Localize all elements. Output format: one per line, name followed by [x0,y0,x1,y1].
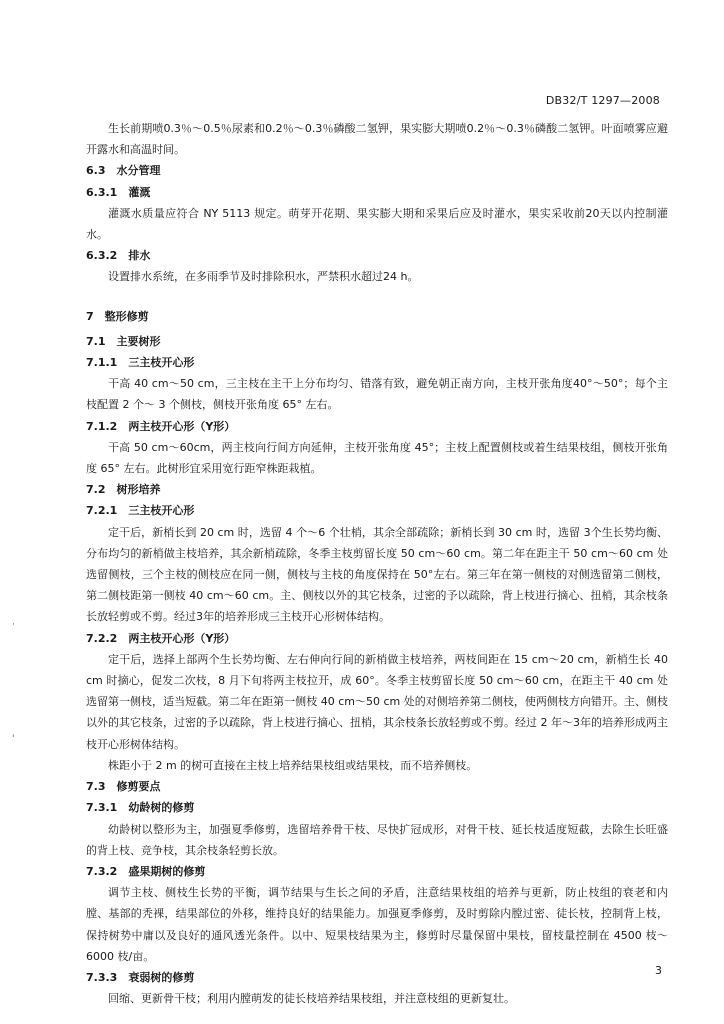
section-heading: 7.2.2 两主枝开心形（Y形） [86,631,236,645]
section-heading: 7.1 主要树形 [86,334,161,348]
section-heading: 6.3.2 排水 [86,249,151,263]
chapter-heading: 7 整形修剪 [86,309,149,323]
paragraph: 幼龄树以整形为主，加强夏季修剪，选留培养骨干枝、尽快扩冠成形，对骨干枝、延长枝适度短截，去除生长旺盛的背上枝、竞争枝，其余枝条轻剪长放。 [86,822,668,857]
paragraph: 干高 40 cm～50 cm，三主枝在主干上分布均匀、错落有致，避免朝正南方向，主枝开张角度40°～50°；每个主枝配置 2 个～ 3 个侧枝，侧枝开张角度 65° 左右。 [86,377,668,412]
paragraph: 设置排水系统，在多雨季节及时排除积水，严禁积水超过24 h。 [108,270,419,284]
page-number: 3 [655,964,662,977]
paragraph: 灌溉水质量应符合 NY 5113 规定。萌芽开花期、果实膨大期和采果后应及时灌水，果实采收前20天以内控制灌水。 [86,206,668,242]
paragraph: 定干后，选择上部两个生长势均衡、左右伸向行间的新梢做主枝培养，两枝间距在 15 cm～20 cm，新梢生长 40 cm 时摘心，促发二次枝，8 月下旬将两主枝拉开，成 60°。冬季主枝剪留长度 50 cm～60 cm，在距主干 40 cm 处选留第一侧枝，适当短截。第二年在距第一侧枝 40 cm～50 cm 处的对侧培养第二侧枝，使两侧枝方向错开。主、侧枝以外的其它枝条，过密的予以疏除，背上枝进行摘心、扭梢，其余枝条长放轻剪或不剪。经过 2 年～3年的培养形成两主枝开心形树体结构。 [86,652,668,751]
paragraph: 回缩、更新骨干枝；利用内膛萌发的徒长枝培养结果枝组，并注意枝组的更新复壮。 [108,992,515,1006]
section-heading: 7.3 修剪要点 [86,780,161,794]
paragraph: 生长前期喷0.3％～0.5％尿素和0.2％～0.3％磷酸二氢钾，果实膨大期喷0.2％～0.3％磷酸二氢钾。叶面喷雾应避开露水和高温时间。 [86,122,668,157]
section-heading: 7.2 树形培养 [86,483,161,497]
paragraph: 株距小于 2 m 的树可直接在主枝上培养结果枝组或结果枝，而不培养侧枝。 [108,758,478,772]
paragraph: 调节主枝、侧枝生长势的平衡，调节结果与生长之间的矛盾，注意结果枝组的培养与更新，防止枝组的衰老和内膛、基部的秃裸，结果部位的外移，维持良好的结果能力。加强夏季修剪，及时剪除内膛过密、徒长枝，控制背上枝，保持树势中庸以及良好的通风透光条件。以中、短果枝结果为主，修剪时尽量保留中果枝，留枝量控制在 4500 枝～6000 枝/亩。 [86,886,668,963]
scan-mark-icon: · [12,620,15,630]
paragraph: 干高 50 cm～60cm，两主枝向行间方向延伸，主枝开张角度 45°；主枝上配置侧枝或着生结果枝组，侧枝开张角度 65° 左右。此树形宜采用宽行距窄株距栽植。 [86,440,668,476]
section-heading: 7.3.1 幼龄树的修剪 [86,801,195,815]
section-heading: 7.3.3 衰弱树的修剪 [86,970,195,984]
section-heading: 6.3 水分管理 [86,164,161,178]
section-heading: 7.2.1 三主枝开心形 [86,504,195,518]
document-body [86,118,668,1009]
section-heading: 7.1.1 三主枝开心形 [86,356,195,370]
paragraph: 定干后，新梢长到 20 cm 时，选留 4 个～6 个壮梢，其余全部疏除；新梢长到 30 cm 时，选留 3个生长势均衡、分布均匀的新梢做主枝培养，其余新梢疏除，冬季主枝剪留长度 50 cm～60 cm。第二年在距主干 50 cm～60 cm 处选留侧枝，三个主枝的侧枝应在同一侧，侧枝与主枝的角度保持在 50°左右。第三年在第一侧枝的对侧选留第二侧枝，第二侧枝距第一侧枝 40 cm～60 cm。主、侧枝以外的其它枝条，过密的予以疏除，背上枝进行摘心、扭梢，其余枝条长放轻剪或不剪。经过3年的培养形成三主枝开心形树体结构。 [86,525,668,624]
section-heading: 7.1.2 两主枝开心形（Y形） [86,419,236,433]
section-heading: 6.3.1 灌溉 [86,185,151,199]
standard-code: DB32/T 1297—2008 [545,94,660,107]
scan-mark-icon: ' [12,734,15,744]
section-heading: 7.3.2 盛果期树的修剪 [86,864,206,878]
